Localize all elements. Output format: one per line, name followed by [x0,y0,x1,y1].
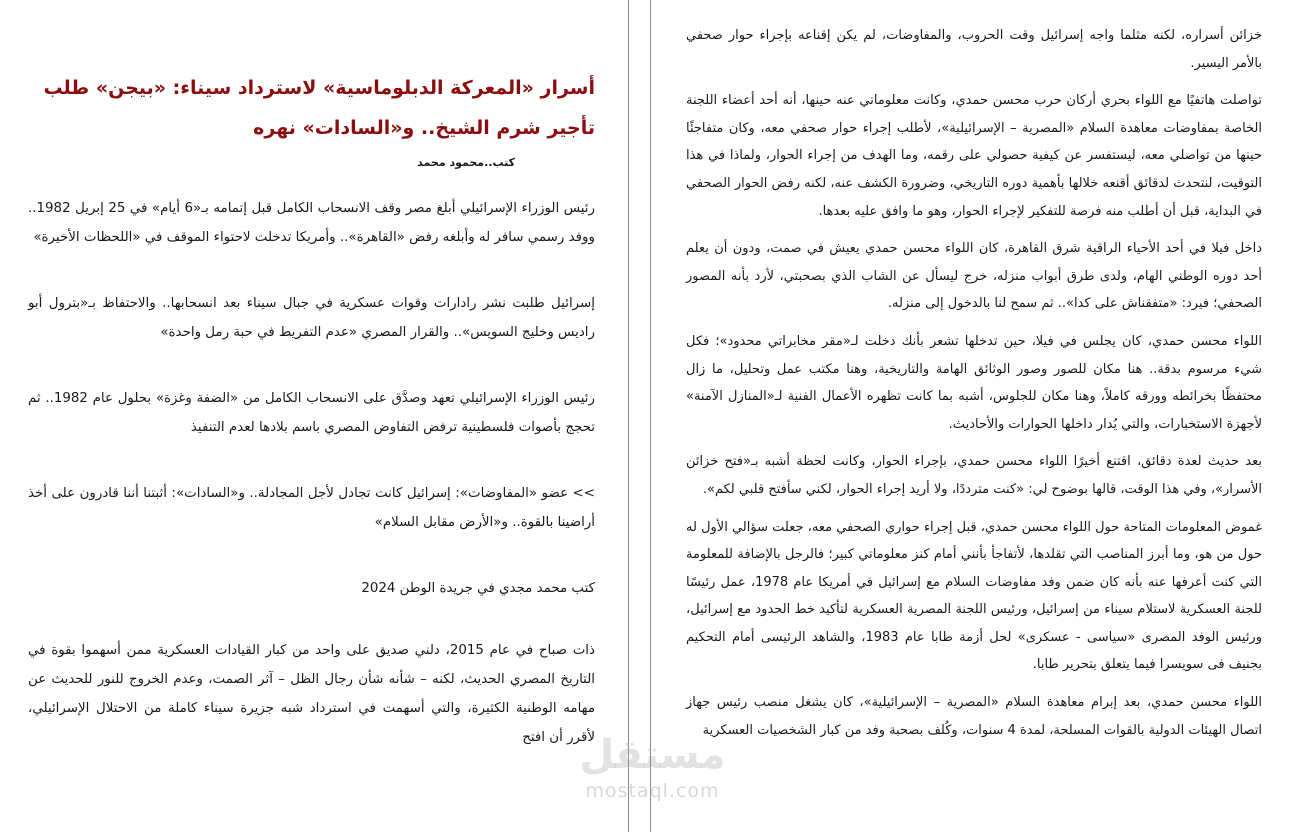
summary-paragraph: رئيس الوزراء الإسرائيلي تعهد وصدَّق على الانسحاب الكامل من «الضفة وغزة» بحلول عام 1982.. ثم تحجج بأصوات فلسطينية ترفض التفاوض المصري باسم بلادها لعدم التنفيذ [28,391,595,435]
summary-paragraph: رئيس الوزراء الإسرائيلي أبلغ مصر وقف الانسحاب الكامل قبل إتمامه بـ«6 أيام» في 25 إبريل 1982.. ووفد رسمي سافر له وأبلغه رفض «القاهرة».. وأمريكا تدخلت لاحتواء الموقف في «اللحظات الأخيرة» [28,201,595,245]
body-paragraph: اللواء محسن حمدي، بعد إبرام معاهدة السلام «المصرية – الإسرائيلية»، كان يشغل منصب رئيس جهاز اتصال الهيئات الدولية بالقوات المسلحة، لمدة 4 سنوات، وكُلف بصحبة وفد من كبار الشخصيات العسكرية [686,695,1262,738]
body-paragraph: اللواء محسن حمدي، كان يجلس في فيلا، حين تدخلها تشعر بأنك دخلت لـ«مقر مخابراتي محدود»؛ فكل شيء مرسوم بدقة.. هنا مكان للصور وصور الوثائق الهامة والتاريخية، وهنا مكتب عمل وتحليل، ما زال محتفظًا بخرائطه وورقه كاملاً، وهنا مكان للجلوس، أشبه بما كانت تظهره الأعمال الفنية لـ«المنازل الآمنة» لأجهزة الاستخبارات، والتي يُدار داخلها الحوارات والأحاديث. [686,333,1262,432]
body-paragraph: ذات صباح في عام 2015، دلني صديق على واحد من كبار القيادات العسكرية ممن أسهموا بقوة في التاريخ المصري الحديث، لكنه – شأنه شأن رجال الظل – آثر الصمت، وعدم الخروج للنور للحديث عن مهامه الوطنية الكثيرة، والتي أسهمت في استرداد شبه جزيرة سيناء كاملة من الاحتلال الإسرائيلي، لأقرر أن افتح [28,643,595,745]
body-paragraph: داخل فيلا في أحد الأحياء الراقية شرق القاهرة، كان اللواء محسن حمدي يعيش في صمت، ودون أن يعلم أحد دوره الوطني الهام، ولدى طرق أبواب منزله، خرج ليسأل عن الشاب الذي بصحبتي، لأرد بأنه المصور الصحفي؛ فيرد: «متفقناش على كدا».. ثم سمح لنا بالدخول إلى منزله. [686,241,1262,312]
article-byline: كتب..محمود محمد [417,156,515,169]
watermark-logo: مستقل [579,732,726,778]
summary-paragraph: >> عضو «المفاوضات»: إسرائيل كانت تجادل لأجل المجادلة.. و«السادات»: أثبتنا أننا قادرون على أخذ أراضينا بالقوة.. و«الأرض مقابل السلام» [28,486,595,530]
source-credit: كتب محمد مجدي في جريدة الوطن 2024 [361,581,595,596]
left-page [0,0,628,832]
watermark-url: mostaql.com [585,780,720,802]
summary-paragraph: إسرائيل طلبت نشر رادارات وقوات عسكرية في جبال سيناء بعد انسحابها.. والاحتفاظ بـ«بترول أبو راديس وخليج السويس».. والقرار المصري «عدم التفريط في حبة رمل واحدة» [28,296,595,340]
right-page [651,0,1300,832]
body-paragraph: بعد حديث لعدة دقائق، اقتنع أخيرًا اللواء محسن حمدي، بإجراء الحوار، وكانت لحظة أشبه بـ«فتح خزائن الأسرار»، وفي هذا الوقت، قالها بوضوح لي: «كنت مترددًا، ولا أريد إجراء الحوار، لكني سأفتح قلبي لكم». [686,454,1262,497]
body-paragraph: خزائن أسراره، لكنه مثلما واجه إسرائيل وقت الحروب، والمفاوضات، لم يكن إقناعه بإجراء حوار صحفي بالأمر اليسير. [686,28,1262,71]
body-paragraph: غموض المعلومات المتاحة حول اللواء محسن حمدي، قبل إجراء حواري الصحفي معه، جعلت سؤالي الأول له حول من هو، وما أبرز المناصب التي تقلدها، لأتفاجأ بأنني أمام كنز معلوماتي كبير؛ فالرجل بالإضافة للمعلومة التي كنت أعرفها عنه بأنه كان ضمن وفد مفاوضات السلام مع إسرائيل في أمريكا عام 1978، عمل رئيسًا للجنة العسكرية لاستلام سيناء من إسرائيل، ورئيس اللجنة المصرية العسكرية لتأكيد خط الحدود مع إسرائيل، ورئيس الوفد المصرى «سياسى - عسكرى» لحل أزمة طابا عام 1983، والشاهد الرئيسى أمام التحكيم بجنيف فى سويسرا فيما يتعلق بتحرير طابا. [686,519,1262,673]
page-gutter [628,0,651,832]
body-paragraph: تواصلت هاتفيًا مع اللواء بحري أركان حرب محسن حمدي، وكانت معلوماتي عنه حينها، أنه أحد أعضاء اللجنة الخاصة بمفاوضات معاهدة السلام «المصرية – الإسرائيلية»، لأطلب إجراء حوار صحفي معه، وكان متفاجئًا حينها من تواصلي معه، ليستفسر عن كيفية حصولي على رقمه، وما الهدف من إجراء الحوار، ولماذا في هذا التوقيت، لنتحدث لدقائق أقنعه خلالها بأهمية دوره التاريخي، وضرورة الكشف عنه، لكنه رفض الحوار الصحفي في البداية، قبل أن أطلب منه فرصة للتفكير لإجراء الحوار، وهو ما وافق عليه بعدها. [686,93,1262,219]
article-headline: أسرار «المعركة الدبلوماسية» لاسترداد سيناء: «بيجن» طلب تأجير شرم الشيخ.. و«السادات» نهره [43,77,595,139]
